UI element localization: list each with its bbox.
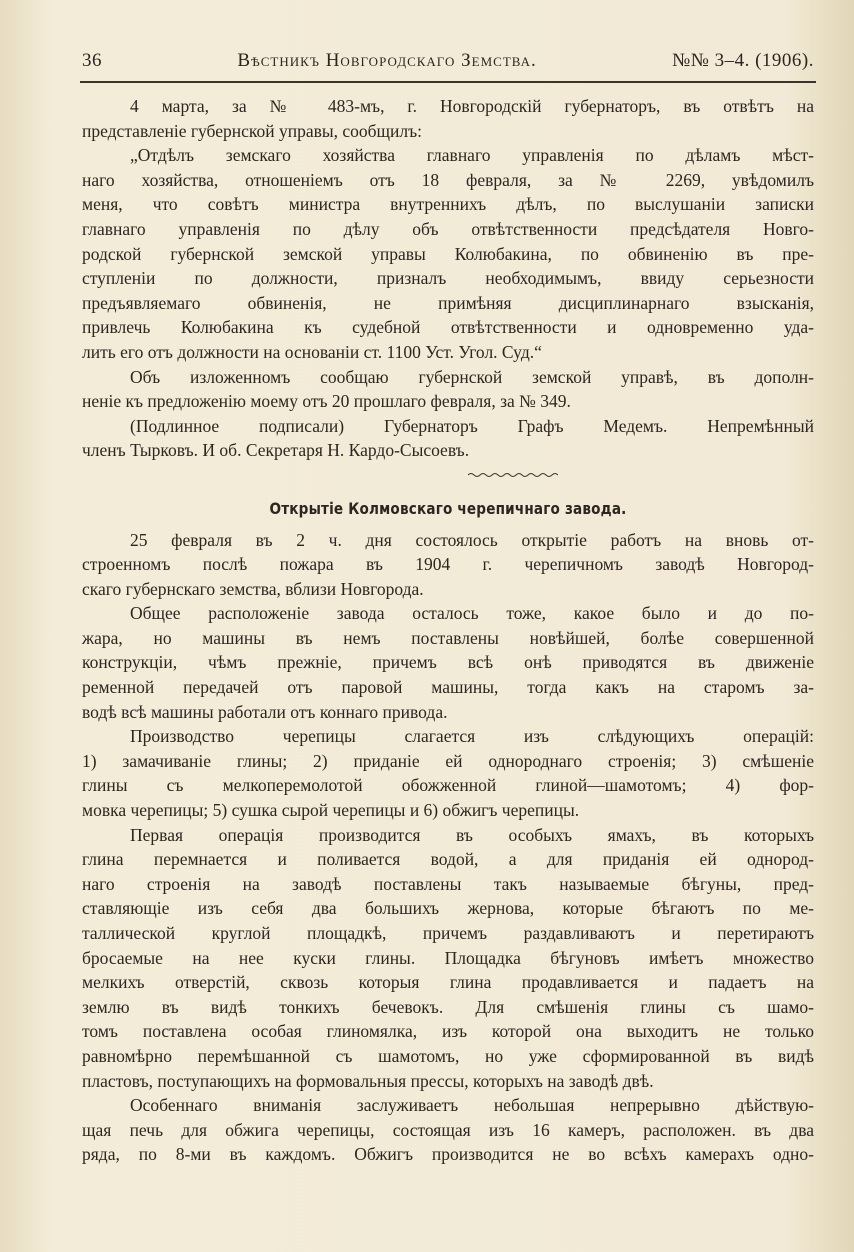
text-line: Общее расположеніе завода осталось тоже, какое было и до по- [130,603,814,624]
text-line: мелкихъ отверстій, сквозь которыя глина продавливается и падаетъ на [82,972,814,993]
text-line: наго строенія на заводѣ поставлены такъ называемые бѣгуны, пред- [82,873,814,894]
text-line: предъявляемаго обвиненія, не примѣняя дисциплинарнаго взысканія, [82,292,814,313]
text-line: меня, что совѣтъ министра внутреннихъ дѣлъ, по выслушаніи записки [82,194,814,215]
section-heading: Открытіе Колмовскаго черепичнаго завода. [269,498,627,518]
text-line: привлечь Колюбакина къ судебной отвѣтственности и одновременно уда- [82,317,814,338]
text-line: родской губернской земской управы Колюбакина, по обвиненію въ пре- [82,243,814,264]
text-line: Первая операція производится въ особыхъ ямахъ, въ которыхъ [130,824,814,845]
text-line: водѣ всѣ машины работали отъ коннаго привода. [82,701,448,722]
text-line: Объ изложенномъ сообщаю губернской земской управѣ, въ дополн- [130,366,814,387]
text-line: таллической круглой площадкѣ, причемъ раздавливаютъ и перетираютъ [82,923,814,943]
text-line: наго хозяйства, отношеніемъ отъ 18 февраля, за № 2269, увѣдомилъ [82,169,814,190]
text-line: 4 марта, за № 483-мъ, г. Новгородскій губернаторъ, въ отвѣтъ на [130,96,814,116]
decorative-squiggle [468,472,558,478]
text-line: скаго губернскаго земства, вблизи Новгорода. [82,578,424,599]
section-decree [82,94,814,463]
text-line: представленіе губернской управы, сообщилъ: [82,120,423,141]
running-header [82,50,814,78]
text-line: мовка черепицы; 5) сушка сырой черепицы и 6) обжигъ черепицы. [82,800,580,821]
header-rule [80,81,816,83]
text-line: Особеннаго вниманія заслуживаетъ небольшая непрерывно дѣйствую- [130,1095,814,1116]
text-line: лить его отъ должности на основаніи ст. 1100 Уст. Угол. Суд.“ [82,341,542,362]
text-line: строенномъ послѣ пожара въ 1904 г. черепичномъ заводѣ Новгород- [82,554,814,575]
text-line: глина перемнается и поливается водой, а для приданія ей однород- [82,849,814,870]
text-line: глины съ мелкоперемолотой обожженной глиной—шамотомъ; 4) фор- [82,775,814,796]
text-line: ступленіи по должности, призналъ необходимымъ, ввиду серьезности [82,268,814,289]
text-line: томъ поставлена особая глиномялка, изъ которой она выходитъ не только [82,1021,814,1042]
text-line: членъ Тырковъ. И об. Секретаря Н. Кардо-Сысоевъ. [82,440,470,461]
text-line: бросаемые на нее куски глины. Площадка бѣгуновъ имѣетъ множество [82,947,814,968]
issue-number: №№ 3–4. (1906). [672,50,814,71]
text-line: главнаго управленія по дѣлу объ отвѣтственности предсѣдателя Новго- [82,218,814,239]
page-body [82,94,814,1167]
text-line: 1) замачиваніе глины; 2) приданіе ей однороднаго строенія; 3) смѣшеніе [82,750,814,771]
journal-title: Вѣстникъ Новгородскаго Земства. [237,50,537,71]
text-line: ряда, по 8-ми въ каждомъ. Обжигъ производится не во всѣхъ камерахъ одно- [82,1144,814,1165]
text-line: Производство черепицы слагается изъ слѣдующихъ операцій: [130,726,814,747]
text-line: жара, но машины въ немъ поставлены новѣйшей, болѣе совершенной [82,627,814,648]
text-line: ременной передачей отъ паровой машины, тогда какъ на старомъ за- [82,677,814,698]
text-line: ставляющіе изъ себя два большихъ жернова, которые бѣгаютъ по ме- [82,898,814,919]
text-line: пластовъ, поступающихъ на формовальныя прессы, которыхъ на заводѣ двѣ. [82,1070,654,1091]
text-line: „Отдѣлъ земскаго хозяйства главнаго управленія по дѣламъ мѣст- [130,145,814,166]
page-number: 36 [82,50,102,71]
text-line: (Подлинное подписали) Губернаторъ Графъ Медемъ. Непремѣнный [130,415,814,436]
text-line: конструкціи, чѣмъ прежніе, причемъ всѣ онѣ приводятся въ движеніе [82,652,814,673]
text-line: землю въ видѣ тонкихъ бечевокъ. Для смѣшенія глины съ шамо- [82,996,814,1017]
text-line: щая печь для обжига черепицы, состоящая изъ 16 камеръ, расположен. въ два [82,1119,814,1140]
section-factory [82,528,814,1167]
text-line: 25 февраля въ 2 ч. дня состоялось открытіе работъ на вновь от- [130,529,814,550]
text-line: неніе къ предложенію моему отъ 20 прошлаго февраля, за № 349. [82,391,571,412]
text-line: равномѣрно перемѣшанной съ шамотомъ, но уже сформированной въ видѣ [82,1045,814,1066]
